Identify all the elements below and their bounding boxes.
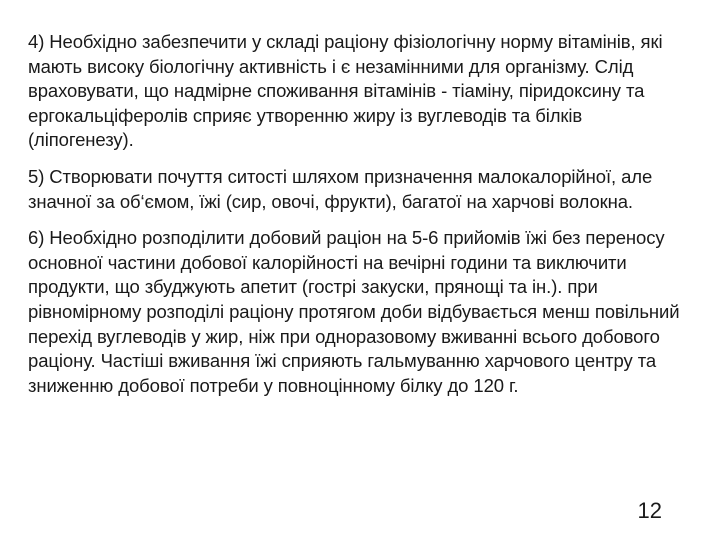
paragraph-item-5: 5) Створювати почуття ситості шляхом призначення малокалорійної, але значної за об‘ємом, їжі (сир, овочі, фрукти), багатої на харчові волокна. xyxy=(28,165,653,212)
slide-body xyxy=(28,30,692,410)
page-number: 12 xyxy=(637,498,662,523)
paragraph-item-6: 6) Необхідно розподілити добовий раціон на 5-6 прийомів їжі без переносу основної частини добової калорійності на вечірні години та виключити продукти, що збуджують апетит (гострі закуски, прянощі та ін.). при рівномірному розподілі раціону протягом доби відбувається менш повільний перехід вуглеводів у жир, ніж при одноразовому вживанні всього добового раціону. Частіші вживання їжі сприяють гальмуванню харчового центру та зниженню добової потреби у повноцінному білку до 120 г. xyxy=(28,227,680,396)
paragraph-item-4: 4) Необхідно забезпечити у складі раціону фізіологічну норму вітамінів, які мають високу біологічну активність і є незамінними для організму. Слід враховувати, що надмірне споживання вітамінів - тіаміну, піридоксину та ергокальціферолів сприяє утворенню жиру із вуглеводів та білків (ліпогенезу). xyxy=(28,31,663,151)
